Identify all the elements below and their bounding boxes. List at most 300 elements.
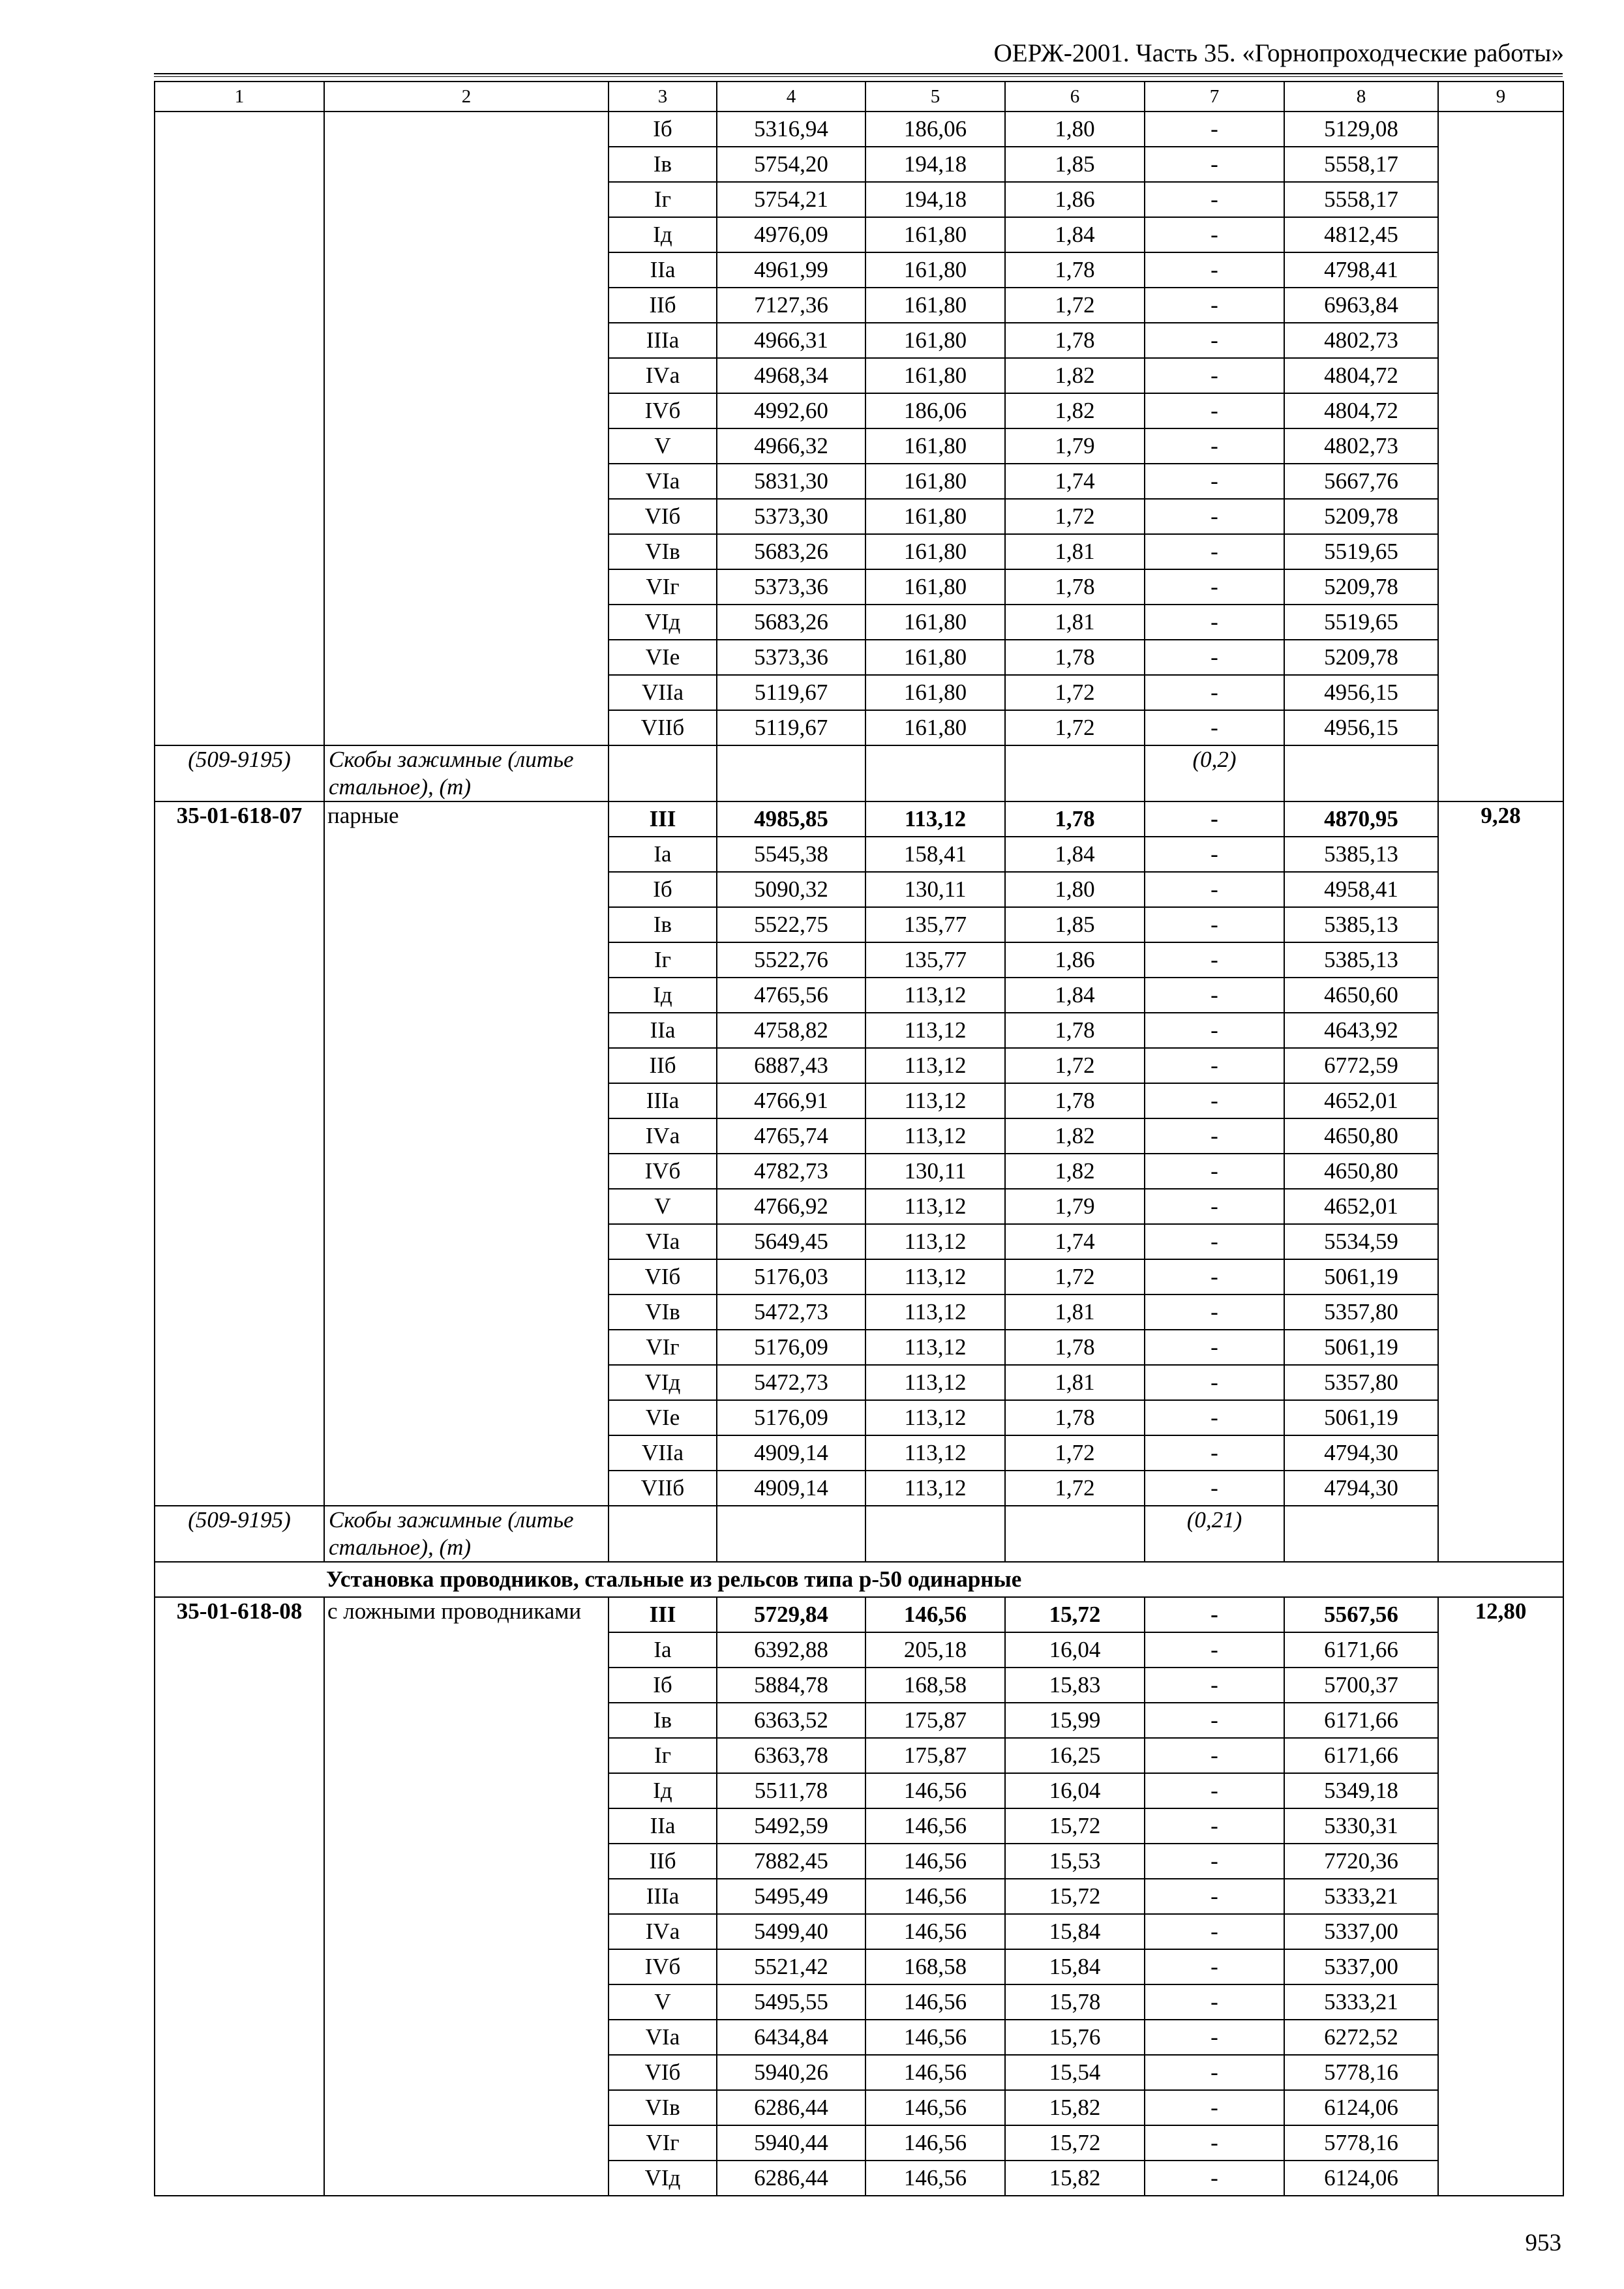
- machinist-wages: -: [1145, 1259, 1284, 1294]
- region-zone: VIIб: [609, 710, 717, 745]
- machine-cost: 1,81: [1005, 1294, 1145, 1330]
- machinist-wages: -: [1145, 499, 1284, 534]
- machine-cost: 1,74: [1005, 464, 1145, 499]
- total-cost: 4966,32: [717, 428, 865, 464]
- materials-cost: 4650,60: [1284, 978, 1438, 1013]
- header-divider: [154, 73, 1563, 77]
- region-zone: V: [609, 1189, 717, 1224]
- machine-cost: 16,25: [1005, 1738, 1145, 1773]
- machine-cost: 15,54: [1005, 2055, 1145, 2090]
- wages: 113,12: [865, 1294, 1005, 1330]
- materials-cost: 5778,16: [1284, 2055, 1438, 2090]
- empty-cell: [717, 745, 865, 801]
- empty-cell: [609, 745, 717, 801]
- region-zone: IIIа: [609, 1083, 717, 1118]
- materials-cost: 5061,19: [1284, 1330, 1438, 1365]
- machine-cost: 1,74: [1005, 1224, 1145, 1259]
- machinist-wages: -: [1145, 978, 1284, 1013]
- materials-cost: 4652,01: [1284, 1083, 1438, 1118]
- total-cost: 5831,30: [717, 464, 865, 499]
- wages: 161,80: [865, 569, 1005, 605]
- machine-cost: 1,78: [1005, 323, 1145, 358]
- materials-cost: 5330,31: [1284, 1808, 1438, 1844]
- materials-cost: 5700,37: [1284, 1668, 1438, 1703]
- region-zone: IIIа: [609, 1879, 717, 1914]
- machine-cost: 1,78: [1005, 252, 1145, 288]
- table-row: [155, 112, 1563, 147]
- machinist-wages: -: [1145, 2125, 1284, 2161]
- total-cost: 5499,40: [717, 1914, 865, 1949]
- machinist-wages: -: [1145, 1808, 1284, 1844]
- total-cost: 5090,32: [717, 872, 865, 907]
- materials-cost: 4643,92: [1284, 1013, 1438, 1048]
- wages: 113,12: [865, 1400, 1005, 1435]
- machine-cost: 15,84: [1005, 1914, 1145, 1949]
- wages: 146,56: [865, 1597, 1005, 1632]
- machinist-wages: -: [1145, 569, 1284, 605]
- materials-cost: 5558,17: [1284, 147, 1438, 182]
- machine-cost: 1,72: [1005, 499, 1145, 534]
- materials-cost: 4794,30: [1284, 1471, 1438, 1506]
- materials-cost: 6171,66: [1284, 1738, 1438, 1773]
- region-zone: VIб: [609, 1259, 717, 1294]
- total-cost: 4966,31: [717, 323, 865, 358]
- wages: 146,56: [865, 1984, 1005, 2020]
- column-header: 4: [717, 82, 865, 112]
- wages: 158,41: [865, 837, 1005, 872]
- total-cost: 6363,52: [717, 1703, 865, 1738]
- machinist-wages: -: [1145, 182, 1284, 217]
- labor-cost: [1438, 112, 1563, 801]
- total-cost: 6363,78: [717, 1738, 865, 1773]
- materials-cost: 5519,65: [1284, 534, 1438, 569]
- machine-cost: 1,80: [1005, 872, 1145, 907]
- machinist-wages: -: [1145, 217, 1284, 252]
- materials-cost: 5519,65: [1284, 605, 1438, 640]
- machinist-wages: -: [1145, 147, 1284, 182]
- total-cost: 4992,60: [717, 393, 865, 428]
- wages: 146,56: [865, 2055, 1005, 2090]
- machinist-wages: -: [1145, 1668, 1284, 1703]
- region-zone: Iв: [609, 1703, 717, 1738]
- total-cost: 4782,73: [717, 1154, 865, 1189]
- materials-cost: 5385,13: [1284, 837, 1438, 872]
- resource-quantity: (0,2): [1145, 745, 1284, 801]
- machinist-wages: -: [1145, 1738, 1284, 1773]
- total-cost: 5316,94: [717, 112, 865, 147]
- materials-cost: 4958,41: [1284, 872, 1438, 907]
- region-zone: IIб: [609, 1048, 717, 1083]
- machinist-wages: -: [1145, 1914, 1284, 1949]
- materials-cost: 7720,36: [1284, 1844, 1438, 1879]
- machine-cost: 1,79: [1005, 428, 1145, 464]
- region-zone: III: [609, 801, 717, 837]
- machinist-wages: -: [1145, 1154, 1284, 1189]
- region-zone: Iг: [609, 182, 717, 217]
- region-zone: IVа: [609, 1914, 717, 1949]
- materials-cost: 5357,80: [1284, 1365, 1438, 1400]
- wages: 161,80: [865, 605, 1005, 640]
- machinist-wages: -: [1145, 2161, 1284, 2196]
- machinist-wages: -: [1145, 801, 1284, 837]
- total-cost: 5472,73: [717, 1365, 865, 1400]
- machine-cost: 1,72: [1005, 710, 1145, 745]
- machine-cost: 1,80: [1005, 112, 1145, 147]
- machine-cost: 15,99: [1005, 1703, 1145, 1738]
- region-zone: IIIа: [609, 323, 717, 358]
- column-header: 6: [1005, 82, 1145, 112]
- machinist-wages: -: [1145, 1083, 1284, 1118]
- total-cost: 5119,67: [717, 710, 865, 745]
- norm-name: парные: [324, 801, 609, 1506]
- total-cost: 4766,91: [717, 1083, 865, 1118]
- machinist-wages: -: [1145, 1632, 1284, 1668]
- machine-cost: 15,82: [1005, 2161, 1145, 2196]
- total-cost: 5492,59: [717, 1808, 865, 1844]
- column-header: 5: [865, 82, 1005, 112]
- wages: 146,56: [865, 2090, 1005, 2125]
- wages: 161,80: [865, 288, 1005, 323]
- total-cost: 5495,55: [717, 1984, 865, 2020]
- machinist-wages: -: [1145, 1435, 1284, 1471]
- machinist-wages: -: [1145, 1844, 1284, 1879]
- wages: 175,87: [865, 1703, 1005, 1738]
- total-cost: 5495,49: [717, 1879, 865, 1914]
- materials-cost: 5333,21: [1284, 1879, 1438, 1914]
- machinist-wages: -: [1145, 1294, 1284, 1330]
- machinist-wages: -: [1145, 837, 1284, 872]
- materials-cost: 4798,41: [1284, 252, 1438, 288]
- machine-cost: 1,81: [1005, 1365, 1145, 1400]
- wages: 113,12: [865, 1013, 1005, 1048]
- machinist-wages: -: [1145, 2055, 1284, 2090]
- machine-cost: 15,84: [1005, 1949, 1145, 1984]
- total-cost: 5119,67: [717, 675, 865, 710]
- region-zone: VIа: [609, 1224, 717, 1259]
- wages: 161,80: [865, 464, 1005, 499]
- materials-cost: 5567,56: [1284, 1597, 1438, 1632]
- column-number-row: [155, 82, 1563, 112]
- wages: 161,80: [865, 428, 1005, 464]
- machine-cost: 1,72: [1005, 675, 1145, 710]
- wages: 113,12: [865, 978, 1005, 1013]
- total-cost: 4909,14: [717, 1471, 865, 1506]
- total-cost: 5176,09: [717, 1400, 865, 1435]
- price-norms-table: [154, 81, 1564, 2196]
- section-heading-row: [155, 1562, 1563, 1597]
- machine-cost: 1,84: [1005, 978, 1145, 1013]
- empty-cell: [717, 1506, 865, 1562]
- wages: 161,80: [865, 675, 1005, 710]
- wages: 161,80: [865, 358, 1005, 393]
- table-row: [155, 801, 1563, 837]
- region-zone: VIв: [609, 1294, 717, 1330]
- machine-cost: 15,76: [1005, 2020, 1145, 2055]
- machine-cost: 1,78: [1005, 1330, 1145, 1365]
- wages: 113,12: [865, 1365, 1005, 1400]
- total-cost: 5884,78: [717, 1668, 865, 1703]
- wages: 130,11: [865, 872, 1005, 907]
- total-cost: 5940,26: [717, 2055, 865, 2090]
- materials-cost: 5209,78: [1284, 499, 1438, 534]
- materials-cost: 4804,72: [1284, 393, 1438, 428]
- materials-cost: 5061,19: [1284, 1400, 1438, 1435]
- wages: 146,56: [865, 1879, 1005, 1914]
- machinist-wages: -: [1145, 640, 1284, 675]
- region-zone: Iд: [609, 978, 717, 1013]
- materials-cost: 6963,84: [1284, 288, 1438, 323]
- empty-cell: [865, 1506, 1005, 1562]
- region-zone: Iб: [609, 872, 717, 907]
- wages: 205,18: [865, 1632, 1005, 1668]
- region-zone: IIа: [609, 1808, 717, 1844]
- machine-cost: 1,81: [1005, 605, 1145, 640]
- machine-cost: 1,84: [1005, 217, 1145, 252]
- wages: 186,06: [865, 393, 1005, 428]
- resource-code: (509-9195): [155, 1506, 324, 1562]
- machinist-wages: -: [1145, 1118, 1284, 1154]
- total-cost: 4976,09: [717, 217, 865, 252]
- section-heading: Установка проводников, стальные из рельсов типа р-50 одинарные: [155, 1562, 1563, 1597]
- wages: 161,80: [865, 499, 1005, 534]
- region-zone: Iв: [609, 907, 717, 942]
- machine-cost: 15,83: [1005, 1668, 1145, 1703]
- machine-cost: 1,78: [1005, 801, 1145, 837]
- materials-cost: 5357,80: [1284, 1294, 1438, 1330]
- column-header: 2: [324, 82, 609, 112]
- machinist-wages: -: [1145, 464, 1284, 499]
- machine-cost: 1,78: [1005, 640, 1145, 675]
- wages: 146,56: [865, 1808, 1005, 1844]
- wages: 135,77: [865, 942, 1005, 978]
- wages: 186,06: [865, 112, 1005, 147]
- materials-cost: 5061,19: [1284, 1259, 1438, 1294]
- column-header: 3: [609, 82, 717, 112]
- region-zone: IIа: [609, 1013, 717, 1048]
- wages: 146,56: [865, 2125, 1005, 2161]
- wages: 146,56: [865, 1773, 1005, 1808]
- materials-cost: 5385,13: [1284, 907, 1438, 942]
- region-zone: VIд: [609, 605, 717, 640]
- region-zone: VIе: [609, 640, 717, 675]
- machine-cost: 1,82: [1005, 1118, 1145, 1154]
- norm-name: с ложными проводниками: [324, 1597, 609, 2196]
- total-cost: 5754,20: [717, 147, 865, 182]
- region-zone: VIг: [609, 1330, 717, 1365]
- materials-cost: 4802,73: [1284, 323, 1438, 358]
- wages: 168,58: [865, 1949, 1005, 1984]
- machine-cost: 1,85: [1005, 147, 1145, 182]
- machinist-wages: -: [1145, 710, 1284, 745]
- machinist-wages: -: [1145, 358, 1284, 393]
- wages: 113,12: [865, 801, 1005, 837]
- materials-cost: 5333,21: [1284, 1984, 1438, 2020]
- machinist-wages: -: [1145, 288, 1284, 323]
- wages: 113,12: [865, 1224, 1005, 1259]
- machinist-wages: -: [1145, 1365, 1284, 1400]
- total-cost: 5176,03: [717, 1259, 865, 1294]
- total-cost: 5522,75: [717, 907, 865, 942]
- machine-cost: 1,78: [1005, 1400, 1145, 1435]
- materials-cost: 4956,15: [1284, 675, 1438, 710]
- materials-cost: 6124,06: [1284, 2161, 1438, 2196]
- wages: 113,12: [865, 1330, 1005, 1365]
- machinist-wages: -: [1145, 1189, 1284, 1224]
- machine-cost: 1,78: [1005, 569, 1145, 605]
- machine-cost: 1,82: [1005, 358, 1145, 393]
- materials-cost: 4650,80: [1284, 1154, 1438, 1189]
- total-cost: 5545,38: [717, 837, 865, 872]
- machine-cost: 16,04: [1005, 1632, 1145, 1668]
- materials-cost: 6272,52: [1284, 2020, 1438, 2055]
- total-cost: 4961,99: [717, 252, 865, 288]
- machine-cost: 15,72: [1005, 1597, 1145, 1632]
- wages: 175,87: [865, 1738, 1005, 1773]
- region-zone: Iб: [609, 1668, 717, 1703]
- region-zone: IIб: [609, 1844, 717, 1879]
- wages: 113,12: [865, 1048, 1005, 1083]
- machine-cost: 15,72: [1005, 1879, 1145, 1914]
- resource-code: (509-9195): [155, 745, 324, 801]
- region-zone: VIб: [609, 499, 717, 534]
- empty-cell: [1005, 745, 1145, 801]
- materials-cost: 4794,30: [1284, 1435, 1438, 1471]
- region-zone: VIб: [609, 2055, 717, 2090]
- materials-cost: 5337,00: [1284, 1914, 1438, 1949]
- machinist-wages: -: [1145, 1330, 1284, 1365]
- machine-cost: 15,72: [1005, 1808, 1145, 1844]
- region-zone: VIв: [609, 2090, 717, 2125]
- total-cost: 5522,76: [717, 942, 865, 978]
- wages: 168,58: [865, 1668, 1005, 1703]
- wages: 146,56: [865, 2020, 1005, 2055]
- total-cost: 5683,26: [717, 605, 865, 640]
- column-header: 1: [155, 82, 324, 112]
- wages: 113,12: [865, 1435, 1005, 1471]
- region-zone: IVа: [609, 1118, 717, 1154]
- machinist-wages: -: [1145, 605, 1284, 640]
- total-cost: 4909,14: [717, 1435, 865, 1471]
- machinist-wages: -: [1145, 1773, 1284, 1808]
- region-zone: VIа: [609, 2020, 717, 2055]
- machine-cost: 1,86: [1005, 942, 1145, 978]
- machine-cost: 1,78: [1005, 1083, 1145, 1118]
- region-zone: IVб: [609, 393, 717, 428]
- region-zone: Iг: [609, 1738, 717, 1773]
- total-cost: 7127,36: [717, 288, 865, 323]
- machinist-wages: -: [1145, 1949, 1284, 1984]
- materials-cost: 6124,06: [1284, 2090, 1438, 2125]
- total-cost: 6887,43: [717, 1048, 865, 1083]
- total-cost: 5754,21: [717, 182, 865, 217]
- total-cost: 5176,09: [717, 1330, 865, 1365]
- region-zone: Iд: [609, 217, 717, 252]
- resource-name: Скобы зажимные (литье стальное), (т): [324, 745, 609, 801]
- wages: 113,12: [865, 1118, 1005, 1154]
- machinist-wages: -: [1145, 112, 1284, 147]
- machine-cost: 1,72: [1005, 1259, 1145, 1294]
- machine-cost: 1,72: [1005, 1471, 1145, 1506]
- machine-cost: 1,72: [1005, 288, 1145, 323]
- wages: 161,80: [865, 217, 1005, 252]
- machinist-wages: -: [1145, 534, 1284, 569]
- wages: 113,12: [865, 1189, 1005, 1224]
- wages: 161,80: [865, 640, 1005, 675]
- region-zone: VIг: [609, 2125, 717, 2161]
- labor-cost: 12,80: [1438, 1597, 1563, 2196]
- machine-cost: 1,82: [1005, 393, 1145, 428]
- region-zone: IIа: [609, 252, 717, 288]
- wages: 113,12: [865, 1259, 1005, 1294]
- machinist-wages: -: [1145, 1879, 1284, 1914]
- materials-cost: 6772,59: [1284, 1048, 1438, 1083]
- machinist-wages: -: [1145, 1224, 1284, 1259]
- machine-cost: 1,81: [1005, 534, 1145, 569]
- region-zone: V: [609, 1984, 717, 2020]
- materials-cost: 5534,59: [1284, 1224, 1438, 1259]
- resource-row: [155, 1506, 1563, 1562]
- norm-name: [324, 112, 609, 745]
- region-zone: Iб: [609, 112, 717, 147]
- norm-code: [155, 112, 324, 745]
- wages: 113,12: [865, 1083, 1005, 1118]
- machine-cost: 15,82: [1005, 2090, 1145, 2125]
- materials-cost: 4804,72: [1284, 358, 1438, 393]
- materials-cost: 6171,66: [1284, 1703, 1438, 1738]
- materials-cost: 4812,45: [1284, 217, 1438, 252]
- region-zone: VIв: [609, 534, 717, 569]
- wages: 161,80: [865, 534, 1005, 569]
- region-zone: Iд: [609, 1773, 717, 1808]
- machinist-wages: -: [1145, 1984, 1284, 2020]
- page-header-title: ОЕРЖ-2001. Часть 35. «Горнопроходческие работы»: [993, 39, 1564, 67]
- total-cost: 5373,36: [717, 569, 865, 605]
- total-cost: 5373,30: [717, 499, 865, 534]
- region-zone: VIд: [609, 2161, 717, 2196]
- column-header: 7: [1145, 82, 1284, 112]
- region-zone: Iв: [609, 147, 717, 182]
- labor-cost: 9,28: [1438, 801, 1563, 1562]
- empty-cell: [865, 745, 1005, 801]
- total-cost: 6286,44: [717, 2090, 865, 2125]
- region-zone: VIг: [609, 569, 717, 605]
- region-zone: VIIа: [609, 1435, 717, 1471]
- resource-quantity: (0,21): [1145, 1506, 1284, 1562]
- machinist-wages: -: [1145, 675, 1284, 710]
- wages: 161,80: [865, 710, 1005, 745]
- materials-cost: 5385,13: [1284, 942, 1438, 978]
- resource-name: Скобы зажимные (литье стальное), (т): [324, 1506, 609, 1562]
- materials-cost: 5349,18: [1284, 1773, 1438, 1808]
- materials-cost: 5209,78: [1284, 569, 1438, 605]
- machine-cost: 1,85: [1005, 907, 1145, 942]
- machine-cost: 15,72: [1005, 2125, 1145, 2161]
- total-cost: 6434,84: [717, 2020, 865, 2055]
- materials-cost: 5558,17: [1284, 182, 1438, 217]
- region-zone: IVб: [609, 1154, 717, 1189]
- region-zone: VIа: [609, 464, 717, 499]
- machine-cost: 1,72: [1005, 1048, 1145, 1083]
- machinist-wages: -: [1145, 2020, 1284, 2055]
- wages: 194,18: [865, 147, 1005, 182]
- machinist-wages: -: [1145, 2090, 1284, 2125]
- total-cost: 4765,74: [717, 1118, 865, 1154]
- wages: 130,11: [865, 1154, 1005, 1189]
- total-cost: 4766,92: [717, 1189, 865, 1224]
- region-zone: IVб: [609, 1949, 717, 1984]
- region-zone: IIб: [609, 288, 717, 323]
- machinist-wages: -: [1145, 1471, 1284, 1506]
